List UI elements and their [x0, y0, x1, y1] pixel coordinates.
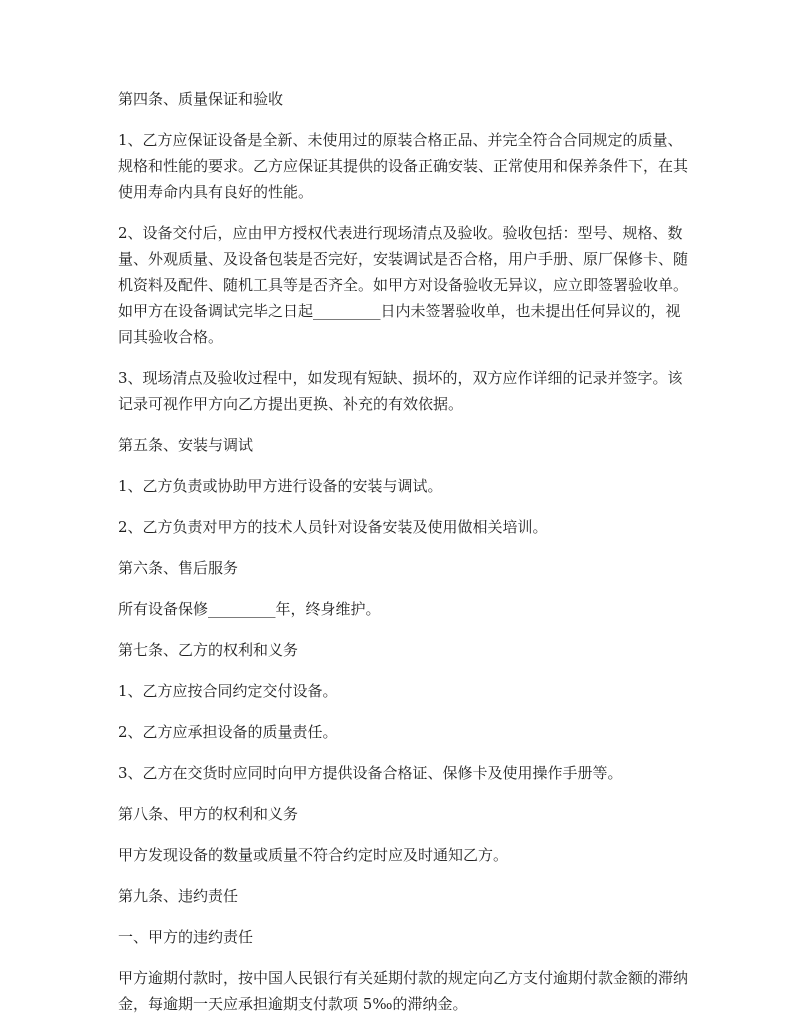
paragraph-7-1: 1、乙方应按合同约定交付设备。 — [118, 682, 338, 700]
paragraph-8-1: 甲方发现设备的数量或质量不符合约定时应及时通知乙方。 — [118, 846, 509, 864]
paragraph-9-1: 甲方逾期付款时，按中国人民银行有关延期付款的规定向乙方支付逾期付款金额的滞纳金，每逾期一天应承担逾期支付款项 5‰的滞纳金。 — [118, 969, 689, 1013]
paragraph-7-3: 3、乙方在交货时应同时向甲方提供设备合格证、保修卡及使用操作手册等。 — [118, 764, 623, 782]
paragraph-4-1: 1、乙方应保证设备是全新、未使用过的原装合格正品、并完全符合合同规定的质量、规格和性能的要求。乙方应保证其提供的设备正确安装、正常使用和保养条件下，在其使用寿命内具有良好的性能。 — [118, 131, 689, 201]
paragraph-5-1: 1、乙方负责或协助甲方进行设备的安装与调试。 — [118, 477, 443, 495]
subsection-heading-party-a-liability: 一、甲方的违约责任 — [118, 928, 254, 946]
paragraph-5-2: 2、乙方负责对甲方的技术人员针对设备安装及使用做相关培训。 — [118, 518, 548, 536]
paragraph-7-2: 2、乙方应承担设备的质量责任。 — [118, 723, 338, 741]
section-heading-article-4: 第四条、质量保证和验收 — [118, 90, 284, 108]
section-heading-article-6: 第六条、售后服务 — [118, 559, 239, 577]
section-heading-article-5: 第五条、安装与调试 — [118, 436, 254, 454]
document-body — [118, 86, 688, 1032]
paragraph-4-3: 3、现场清点及验收过程中，如发现有短缺、损坏的，双方应作详细的记录并签字。该记录可视作甲方向乙方提出更换、补充的有效依据。 — [118, 369, 683, 413]
paragraph-4-2: 2、设备交付后，应由甲方授权代表进行现场清点及验收。验收包括：型号、规格、数量、外观质量、及设备包装是否完好，安装调试是否合格，用户手册、原厂保修卡、随机资料及配件、随机工具等是否齐全。如甲方对设备验收无异议，应立即签署验收单。如甲方在设备调试完毕之日起_________日内未签署验收单，也未提出任何异议的，视同其验收合格。 — [118, 224, 689, 346]
section-heading-article-8: 第八条、甲方的权利和义务 — [118, 805, 299, 823]
paragraph-6-1: 所有设备保修_________年，终身维护。 — [118, 600, 381, 618]
section-heading-article-9: 第九条、违约责任 — [118, 887, 239, 905]
section-heading-article-7: 第七条、乙方的权利和义务 — [118, 641, 299, 659]
